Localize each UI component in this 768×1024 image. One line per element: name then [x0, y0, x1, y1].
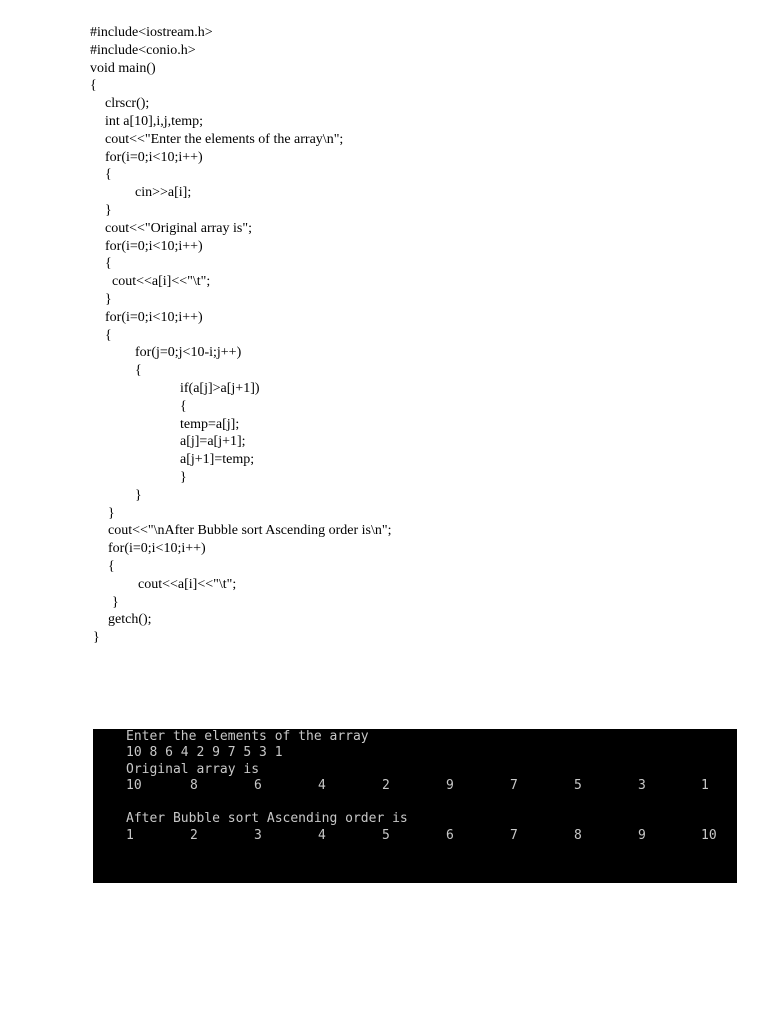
- console-value: 9: [446, 778, 454, 793]
- code-line: }: [105, 203, 112, 218]
- console-value: 3: [638, 778, 646, 793]
- code-line: getch();: [108, 612, 152, 628]
- console-value: 7: [510, 778, 518, 793]
- code-line: {: [105, 256, 112, 272]
- console-value: 1: [126, 828, 134, 843]
- code-line: int a[10],i,j,temp;: [105, 114, 203, 129]
- code-line: for(j=0;j<10-i;j++): [135, 345, 242, 361]
- code-line: {: [105, 167, 112, 183]
- code-line: #include<conio.h>: [90, 42, 196, 58]
- code-line: {: [180, 398, 187, 414]
- console-original-heading: Original array is: [126, 762, 260, 777]
- code-line: cout<<"\nAfter Bubble sort Ascending order is\n";: [108, 523, 392, 539]
- code-line: cout<<"Original array is";: [105, 220, 252, 236]
- console-value: 4: [318, 828, 326, 843]
- console-value: 4: [318, 778, 326, 793]
- code-line: }: [108, 505, 115, 521]
- code-line: }: [112, 594, 119, 610]
- code-line: if(a[j]>a[j+1]): [180, 381, 260, 396]
- console-value: 6: [446, 828, 454, 843]
- console-value: 1: [701, 778, 709, 793]
- code-line: {: [108, 559, 115, 574]
- console-value: 5: [382, 828, 390, 843]
- code-line: #include<iostream.h>: [90, 25, 213, 40]
- code-line: a[j+1]=temp;: [180, 452, 255, 468]
- console-value: 10: [701, 828, 717, 843]
- console-value: 5: [574, 778, 582, 793]
- console-value: 7: [510, 828, 518, 843]
- code-line: }: [135, 487, 142, 503]
- code-line: cout<<a[i]<<"\t";: [112, 274, 211, 290]
- console-value: 2: [190, 828, 198, 843]
- console-value: 9: [638, 828, 646, 843]
- console-value: 3: [254, 828, 262, 843]
- console-value: 10: [126, 778, 142, 793]
- code-line: }: [93, 630, 100, 646]
- code-line: clrscr();: [105, 96, 150, 112]
- console-sorted-heading: After Bubble sort Ascending order is: [126, 811, 408, 826]
- code-line: cin>>a[i];: [135, 185, 192, 201]
- console-prompt-line: Enter the elements of the array: [126, 729, 369, 744]
- code-line: }: [180, 470, 187, 485]
- console-value: 8: [190, 778, 198, 793]
- code-line: for(i=0;i<10;i++): [105, 149, 203, 165]
- console-value: 8: [574, 828, 582, 843]
- console-value: 2: [382, 778, 390, 793]
- console-output-window: [93, 729, 737, 883]
- code-line: a[j]=a[j+1];: [180, 434, 246, 450]
- code-line: temp=a[j];: [180, 416, 240, 432]
- code-line: }: [105, 292, 112, 307]
- console-input-line: 10 8 6 4 2 9 7 5 3 1: [126, 745, 283, 760]
- code-line: void main(): [90, 60, 156, 76]
- code-line: for(i=0;i<10;i++): [105, 238, 203, 254]
- code-line: {: [90, 78, 97, 94]
- code-line: for(i=0;i<10;i++): [108, 541, 206, 557]
- code-line: {: [105, 327, 112, 343]
- console-value: 6: [254, 778, 262, 793]
- code-line: for(i=0;i<10;i++): [105, 309, 203, 325]
- code-line: {: [135, 363, 142, 379]
- code-line: cout<<"Enter the elements of the array\n";: [105, 131, 344, 147]
- code-line: cout<<a[i]<<"\t";: [138, 576, 237, 592]
